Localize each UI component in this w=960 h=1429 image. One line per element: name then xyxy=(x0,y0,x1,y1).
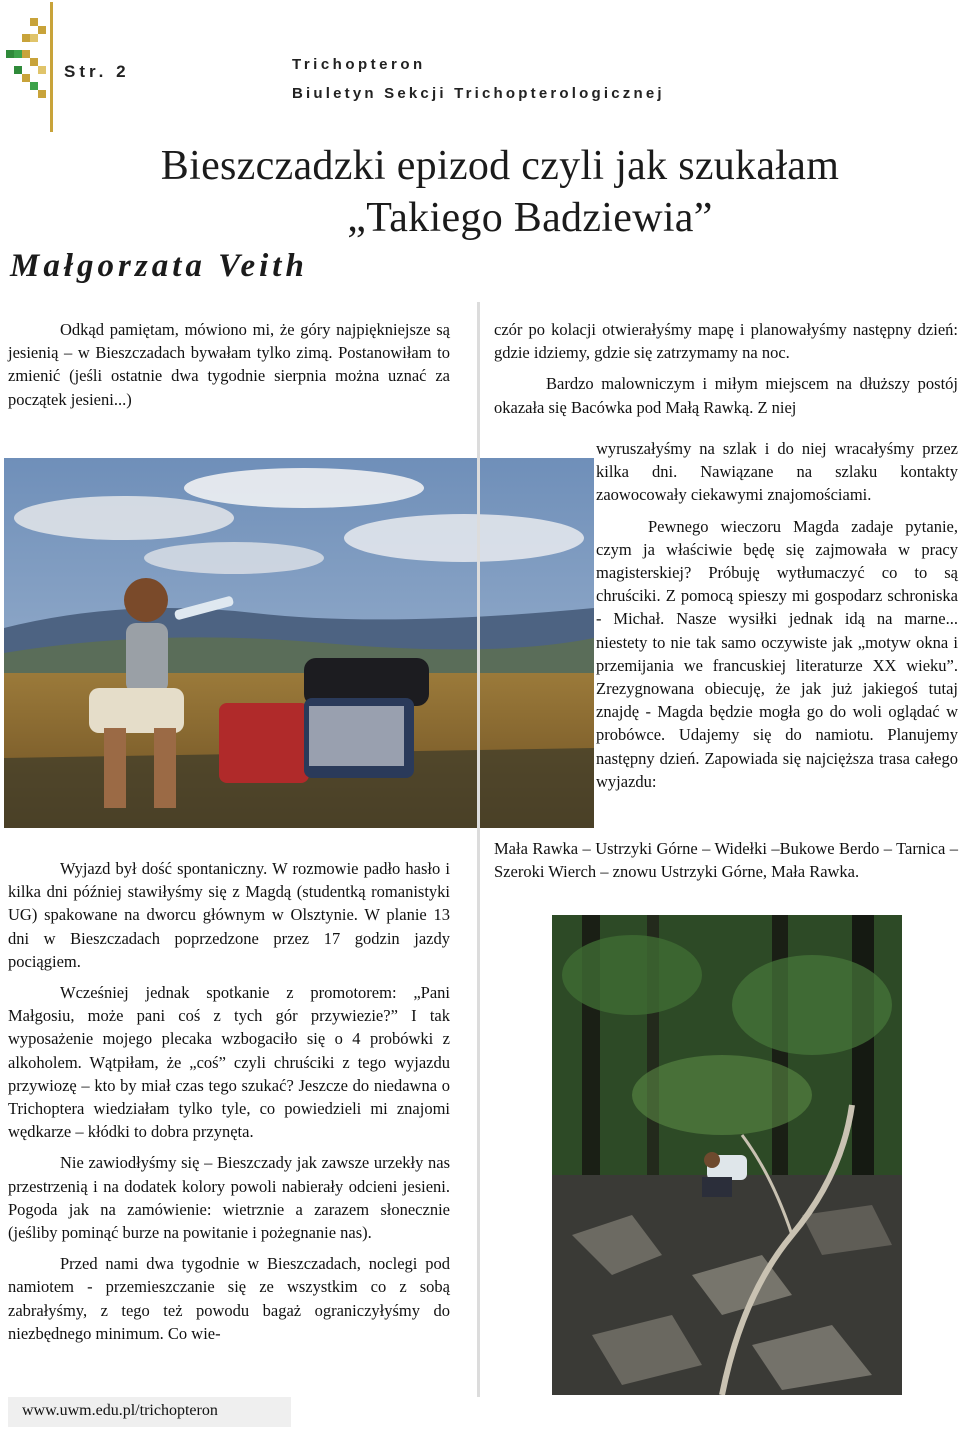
intro-paragraph-block xyxy=(8,318,450,419)
article-title-line1: Bieszczadzki epizod czyli jak szukałam xyxy=(160,143,840,189)
paragraph: wyruszałyśmy na szlak i do niej wracałyśmy przez kilka dni. Nawiązane na szlaku kontakty zaowocowały ciekawymi znajomościami. xyxy=(596,439,958,505)
footer-url[interactable]: www.uwm.edu.pl/trichopteron xyxy=(22,1402,218,1419)
paragraph: Bardzo malowniczym i miłym miejscem na dłuższy postój okazała się Bacówka pod Małą Rawką. Z niej xyxy=(494,374,958,417)
right-column-mid-text xyxy=(596,437,958,793)
paragraph: czór po kolacji otwierałyśmy mapę i planowałyśmy następny dzień: gdzie idziemy, gdzie się zatrzymamy na noc. xyxy=(494,320,958,363)
page-number: Str. 2 xyxy=(64,62,130,81)
logo-rule xyxy=(50,2,53,132)
article-title-line2: „Takiego Badziewia” xyxy=(347,195,713,241)
paragraph: Wyjazd był dość spontaniczny. W rozmowie padło hasło i kilka dni później stawiłyśmy się z Magdą (studentką romanistyki UG) spakowane na dworcu głównym w Olsztynie. W planie 13 dni w Bieszczadach poprzedzone przez 17 godzin jazdy pociągiem. xyxy=(8,859,450,971)
journal-subtitle: Biuletyn Sekcji Trichopterologicznej xyxy=(292,85,665,102)
mountain-hiker-photo xyxy=(4,458,594,828)
article-author: Małgorzata Veith xyxy=(10,248,308,284)
paragraph: Pewnego wieczoru Magda zadaje pytanie, czym ja właściwie będę się zajmowała w pracy magisterskiej? Próbuję wytłumaczyć co to są chruściki. Z pomocą spieszy mi gospodarz schroniska - Michał. Nasze wysiłki jednak idą na marne... niestety to nie tak samo oczywiste jak „motyw okna i przemijania we francuskiej literaturze XX wieku”. Zrezygnowana obiecuję, że jak już jakiegoś tutaj znajdę - Magda będzie mogła go do woli oglądać w probówce. Udajemy się do namiotu. Planujemy następny dzień. Zapowiada się najcięższa trasa całego wyjazdu: xyxy=(596,516,958,791)
paragraph: Wcześniej jednak spotkanie z promotorem: „Pani Małgosiu, może pani coś z tych gór przywiezie?” I tak wyposażenie mojego plecaka wzbogaciło się o 4 probówki z alkoholem. Wątpiłam, że „coś” czyli chruściki z tego wyjazdu przywiozę – kto by miał czas tego szukać? Jeszcze do niedawna o Trichoptera wiedziałam tylko tyle, co powiedzieli mi znajomi wędkarze – kłódki to dobra przynęta. xyxy=(8,983,450,1142)
paragraph: Nie zawiodłyśmy się – Bieszczady jak zawsze urzekły nas przestrzenią i na dodatek kolory powoli nabierały odcieni jesieni. Pogoda jak na zamówienie: wietrznie a zarazem słonecznie (jeśliby pominąć burze na powitanie i pożegnanie nas). xyxy=(8,1153,450,1243)
right-column-bottom-text xyxy=(494,837,958,891)
forest-stream-photo xyxy=(552,915,902,1395)
paragraph: Przed nami dwa tygodnie w Bieszczadach, noclegi pod namiotem - przemieszczanie się ze wszystkim co z sobą zabrałyśmy, z tego też powodu bagaż ograniczyłyśmy do niezbędnego minimum. Co wie- xyxy=(8,1254,450,1343)
left-column-text xyxy=(8,857,450,1353)
right-column-top-text xyxy=(494,318,958,419)
intro-paragraph: Odkąd pamiętam, mówiono mi, że góry najpiękniejsze są jesienią – w Bieszczadach bywałam tylko zimą. Postanowiłam to zmienić (jeśli ostatnie dwa tygodnie sierpnia można uznać za początek jesieni...) xyxy=(8,320,450,409)
journal-title: Trichopteron xyxy=(292,56,426,73)
route-paragraph: Mała Rawka – Ustrzyki Górne – Widełki –Bukowe Berdo – Tarnica – Szeroki Wierch – znowu Ustrzyki Górne, Mała Rawka. xyxy=(494,839,958,882)
article-title xyxy=(60,140,940,244)
column-divider xyxy=(477,302,480,1397)
